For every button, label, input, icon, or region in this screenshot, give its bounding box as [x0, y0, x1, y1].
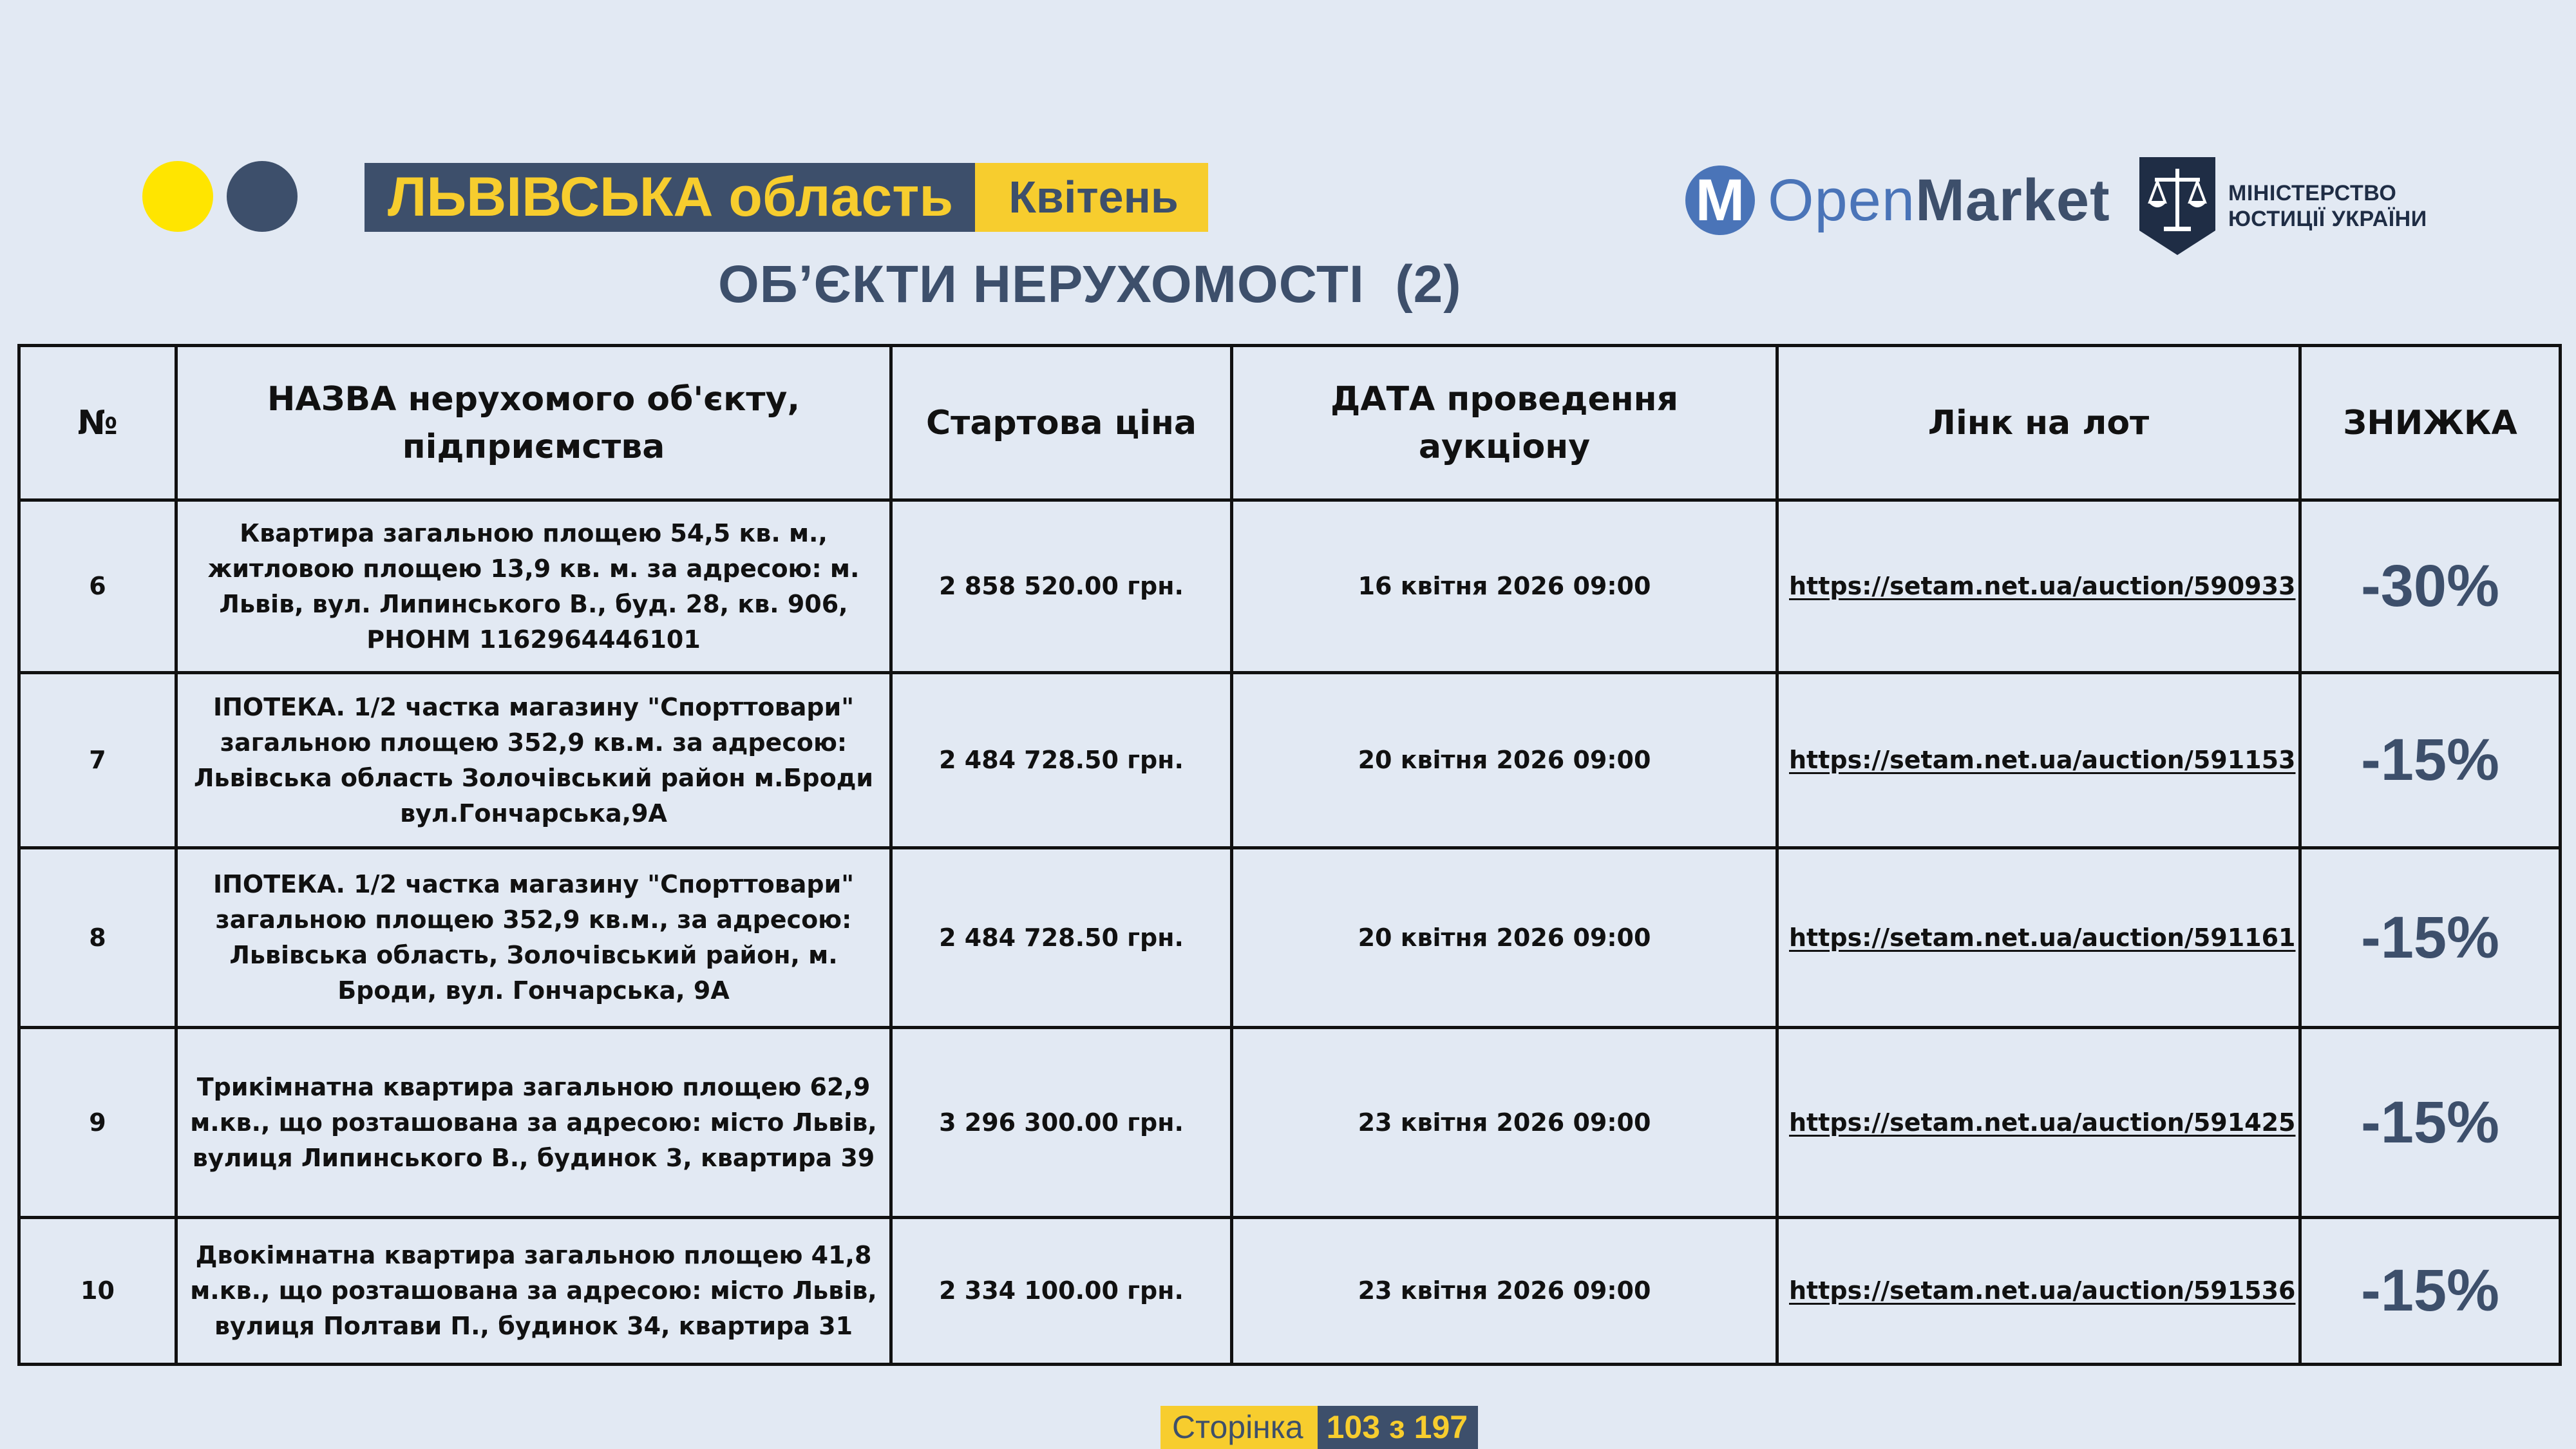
lot-number: 8	[19, 848, 176, 1028]
page-indicator-number: 103 з 197	[1318, 1406, 1478, 1449]
openmarket-open-text: Open	[1768, 167, 1916, 233]
lot-date: 23 квітня 2026 09:00	[1232, 1028, 1777, 1218]
lot-date: 23 квітня 2026 09:00	[1232, 1218, 1777, 1365]
lot-discount: -15%	[2300, 1028, 2561, 1218]
table-row	[19, 500, 2561, 673]
ministry-name	[2228, 180, 2427, 232]
lot-name: Квартира загальною площею 54,5 кв. м., житловою площею 13,9 кв. м. за адресою: м. Львів, вул. Липинського В., буд. 28, кв. 906, РНОНМ 1162964446101	[176, 500, 891, 673]
table-row	[19, 848, 2561, 1028]
lot-name: ІПОТЕКА. 1/2 частка магазину "Спорттовари" загальною площею 352,9 кв.м. за адресою: Львівська область Золочівський район м.Броди вул.Гончарська,9А	[176, 673, 891, 848]
header-name: НАЗВА нерухомого об'єкту, підприємства	[176, 346, 891, 500]
page-indicator-label: Сторінка	[1160, 1406, 1318, 1449]
lot-link[interactable]: https://setam.net.ua/auction/591425	[1789, 1108, 2296, 1137]
lot-link-cell	[1777, 673, 2300, 848]
region-month: Квітень	[975, 163, 1208, 232]
ministry-name-line1: МІНІСТЕРСТВО	[2228, 181, 2397, 205]
openmarket-wordmark	[1768, 167, 2110, 234]
openmarket-market-text: Market	[1915, 167, 2110, 233]
lot-price: 2 484 728.50 грн.	[891, 673, 1232, 848]
table-row	[19, 1218, 2561, 1365]
table-row	[19, 673, 2561, 848]
page-indicator	[1160, 1406, 1478, 1449]
lot-price: 2 858 520.00 грн.	[891, 500, 1232, 673]
ministry-name-line2: ЮСТИЦІЇ УКРАЇНИ	[2228, 207, 2427, 231]
lot-price: 2 484 728.50 грн.	[891, 848, 1232, 1028]
lot-link[interactable]: https://setam.net.ua/auction/591536	[1789, 1276, 2296, 1305]
lot-discount: -15%	[2300, 1218, 2561, 1365]
lot-link-cell	[1777, 1218, 2300, 1365]
scales-of-justice-icon	[2137, 155, 2218, 258]
lot-link-cell	[1777, 500, 2300, 673]
lots-table	[17, 344, 2562, 1366]
lot-name: Трикімнатна квартира загальною площею 62,9 м.кв., що розташована за адресою: місто Львів, вулиця Липинського В., будинок 3, квартира 39	[176, 1028, 891, 1218]
header-discount: ЗНИЖКА	[2300, 346, 2561, 500]
header-number: №	[19, 346, 176, 500]
openmarket-logo	[1685, 166, 2110, 235]
header-date: ДАТА проведення аукціону	[1232, 346, 1777, 500]
lot-date: 16 квітня 2026 09:00	[1232, 500, 1777, 673]
lot-number: 10	[19, 1218, 176, 1365]
header-price: Стартова ціна	[891, 346, 1232, 500]
lot-price: 2 334 100.00 грн.	[891, 1218, 1232, 1365]
page-title: ОБ’ЄКТИ НЕРУХОМОСТІ (2)	[718, 255, 1462, 314]
lot-discount: -15%	[2300, 673, 2561, 848]
region-banner	[365, 163, 1208, 232]
lot-number: 6	[19, 500, 176, 673]
lot-link[interactable]: https://setam.net.ua/auction/590933	[1789, 572, 2296, 600]
lot-date: 20 квітня 2026 09:00	[1232, 673, 1777, 848]
header-link: Лінк на лот	[1777, 346, 2300, 500]
region-name: ЛЬВІВСЬКА область	[365, 163, 975, 232]
table-row	[19, 1028, 2561, 1218]
lot-discount: -30%	[2300, 500, 2561, 673]
lot-price: 3 296 300.00 грн.	[891, 1028, 1232, 1218]
lot-number: 7	[19, 673, 176, 848]
ministry-of-justice-logo	[2137, 155, 2427, 258]
lot-name: ІПОТЕКА. 1/2 частка магазину "Спорттовари" загальною площею 352,9 кв.м., за адресою: Львівська область, Золочівський район, м. Броди, вул. Гончарська, 9А	[176, 848, 891, 1028]
lot-date: 20 квітня 2026 09:00	[1232, 848, 1777, 1028]
yellow-dot-decoration	[142, 161, 213, 232]
lot-link-cell	[1777, 848, 2300, 1028]
lot-link-cell	[1777, 1028, 2300, 1218]
navy-dot-decoration	[227, 161, 298, 232]
table-header-row	[19, 346, 2561, 500]
openmarket-mark-icon: M	[1685, 166, 1755, 235]
lot-link[interactable]: https://setam.net.ua/auction/591153	[1789, 746, 2296, 774]
lot-link[interactable]: https://setam.net.ua/auction/591161	[1789, 923, 2296, 952]
lot-name: Двокімнатна квартира загальною площею 41,8 м.кв., що розташована за адресою: місто Львів, вулиця Полтави П., будинок 34, квартира 31	[176, 1218, 891, 1365]
lot-number: 9	[19, 1028, 176, 1218]
lot-discount: -15%	[2300, 848, 2561, 1028]
